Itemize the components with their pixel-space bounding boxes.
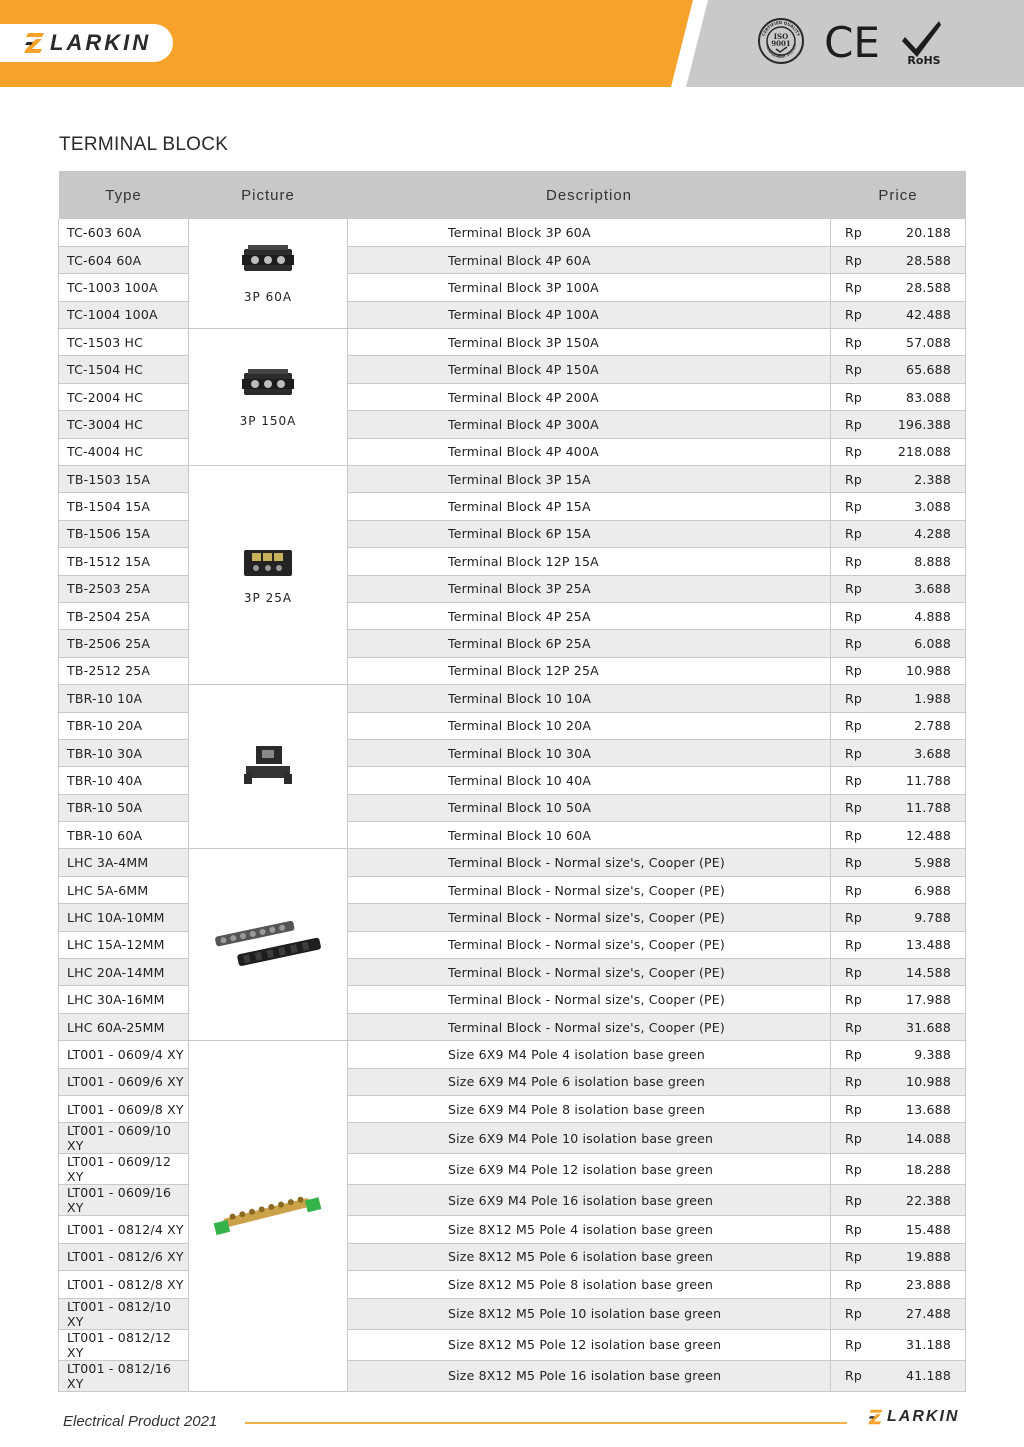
price-currency: Rp <box>831 329 871 356</box>
price-currency: Rp <box>831 904 871 931</box>
brand-name: LARKIN <box>50 30 152 55</box>
product-type: TC-603 60A <box>59 219 189 246</box>
product-type: LT001 - 0609/12 XY <box>59 1154 189 1185</box>
price-value: 11.788 <box>871 794 966 821</box>
price-value: 22.388 <box>871 1185 966 1216</box>
product-picture <box>189 329 348 466</box>
price-value: 12.488 <box>871 822 966 849</box>
product-type: TC-1503 HC <box>59 329 189 356</box>
price-currency: Rp <box>831 548 871 575</box>
price-value: 42.488 <box>871 301 966 328</box>
price-currency: Rp <box>831 1096 871 1123</box>
product-type: TC-1004 100A <box>59 301 189 328</box>
product-description: Terminal Block - Normal size's, Cooper (PE) <box>348 876 831 903</box>
lightning-logo-icon <box>868 1408 884 1426</box>
price-currency: Rp <box>831 1013 871 1040</box>
product-picture <box>189 1041 348 1391</box>
product-description: Terminal Block 10 40A <box>348 767 831 794</box>
product-description: Terminal Block 6P 15A <box>348 520 831 547</box>
price-currency: Rp <box>831 301 871 328</box>
product-picture <box>189 219 348 329</box>
product-description: Terminal Block 4P 25A <box>348 602 831 629</box>
price-currency: Rp <box>831 822 871 849</box>
price-currency: Rp <box>831 1154 871 1185</box>
price-currency: Rp <box>831 1329 871 1360</box>
price-value: 31.688 <box>871 1013 966 1040</box>
product-description: Terminal Block - Normal size's, Cooper (PE) <box>348 1013 831 1040</box>
price-currency: Rp <box>831 1271 871 1298</box>
product-description: Terminal Block 3P 25A <box>348 575 831 602</box>
product-description: Terminal Block 12P 15A <box>348 548 831 575</box>
product-description: Size 6X9 M4 Pole 10 isolation base green <box>348 1123 831 1154</box>
ce-mark-icon <box>820 17 884 65</box>
product-description: Terminal Block 4P 15A <box>348 493 831 520</box>
product-description: Terminal Block - Normal size's, Cooper (PE) <box>348 959 831 986</box>
table-body <box>59 219 966 1391</box>
price-currency: Rp <box>831 1068 871 1095</box>
price-value: 65.688 <box>871 356 966 383</box>
product-picture <box>189 466 348 685</box>
product-description: Terminal Block 4P 200A <box>348 383 831 410</box>
product-description: Terminal Block 3P 60A <box>348 219 831 246</box>
product-description: Terminal Block 3P 15A <box>348 466 831 493</box>
price-value: 9.388 <box>871 1041 966 1068</box>
footer-brand-name: LARKIN <box>887 1408 960 1425</box>
product-description: Terminal Block 4P 400A <box>348 438 831 465</box>
price-value: 27.488 <box>871 1298 966 1329</box>
price-value: 14.588 <box>871 959 966 986</box>
product-description: Terminal Block 6P 25A <box>348 630 831 657</box>
product-type: LT001 - 0609/10 XY <box>59 1123 189 1154</box>
product-type: TBR-10 40A <box>59 767 189 794</box>
price-value: 13.688 <box>871 1096 966 1123</box>
price-currency: Rp <box>831 383 871 410</box>
price-currency: Rp <box>831 767 871 794</box>
price-value: 196.388 <box>871 411 966 438</box>
product-description: Terminal Block - Normal size's, Cooper (PE) <box>348 986 831 1013</box>
header-price: Price <box>831 171 966 219</box>
product-type: LT001 - 0812/16 XY <box>59 1360 189 1391</box>
product-type: TC-3004 HC <box>59 411 189 438</box>
price-currency: Rp <box>831 1216 871 1243</box>
product-type: TB-1503 15A <box>59 466 189 493</box>
price-currency: Rp <box>831 1041 871 1068</box>
iso-bottom-text: MANAGEMENT SYSTEM <box>764 43 798 60</box>
iso-9001-badge-icon <box>757 17 805 65</box>
price-currency: Rp <box>831 1243 871 1270</box>
price-currency: Rp <box>831 959 871 986</box>
product-description: Terminal Block 10 30A <box>348 739 831 766</box>
product-type: TB-1504 15A <box>59 493 189 520</box>
terminal-block-3p-icon <box>242 367 294 404</box>
terminal-block-3p-icon <box>242 243 294 280</box>
product-description: Terminal Block 3P 100A <box>348 274 831 301</box>
neutral-link-bar-icon <box>213 1192 323 1239</box>
product-description: Size 8X12 M5 Pole 6 isolation base green <box>348 1243 831 1270</box>
price-currency: Rp <box>831 438 871 465</box>
picture-label: 3P 25A <box>243 590 293 605</box>
product-type: TB-2506 25A <box>59 630 189 657</box>
product-description: Size 6X9 M4 Pole 6 isolation base green <box>348 1068 831 1095</box>
footer-caption: Electrical Product 2021 <box>63 1413 218 1430</box>
product-type: TBR-10 60A <box>59 822 189 849</box>
product-type: TB-2503 25A <box>59 575 189 602</box>
product-type: TC-1003 100A <box>59 274 189 301</box>
price-value: 23.888 <box>871 1271 966 1298</box>
price-currency: Rp <box>831 630 871 657</box>
header-type: Type <box>59 171 189 219</box>
price-value: 2.388 <box>871 466 966 493</box>
price-table <box>58 171 965 1392</box>
product-type: LHC 10A-10MM <box>59 904 189 931</box>
product-description: Terminal Block - Normal size's, Cooper (PE) <box>348 931 831 958</box>
product-description: Size 6X9 M4 Pole 16 isolation base green <box>348 1185 831 1216</box>
product-type: TBR-10 10A <box>59 685 189 712</box>
page-title: TERMINAL BLOCK <box>59 134 229 155</box>
price-currency: Rp <box>831 876 871 903</box>
price-value: 28.588 <box>871 246 966 273</box>
price-value: 19.888 <box>871 1243 966 1270</box>
price-value: 14.088 <box>871 1123 966 1154</box>
price-value: 20.188 <box>871 219 966 246</box>
product-description: Size 8X12 M5 Pole 12 isolation base green <box>348 1329 831 1360</box>
product-type: TC-604 60A <box>59 246 189 273</box>
price-value: 41.188 <box>871 1360 966 1391</box>
product-description: Size 8X12 M5 Pole 8 isolation base green <box>348 1271 831 1298</box>
price-currency: Rp <box>831 1298 871 1329</box>
terminal-block-small-icon <box>242 546 294 581</box>
product-description: Terminal Block 12P 25A <box>348 657 831 684</box>
product-type: TC-4004 HC <box>59 438 189 465</box>
product-type: TB-2512 25A <box>59 657 189 684</box>
product-description: Terminal Block - Normal size's, Cooper (PE) <box>348 849 831 876</box>
product-type: LT001 - 0812/10 XY <box>59 1298 189 1329</box>
price-value: 3.088 <box>871 493 966 520</box>
lightning-logo-icon <box>24 31 46 55</box>
price-currency: Rp <box>831 849 871 876</box>
product-description: Size 6X9 M4 Pole 4 isolation base green <box>348 1041 831 1068</box>
product-description: Size 8X12 M5 Pole 10 isolation base green <box>348 1298 831 1329</box>
product-type: LHC 5A-6MM <box>59 876 189 903</box>
terminal-strip-icon <box>213 918 323 971</box>
product-type: TBR-10 20A <box>59 712 189 739</box>
price-currency: Rp <box>831 739 871 766</box>
product-type: LT001 - 0812/6 XY <box>59 1243 189 1270</box>
price-value: 18.288 <box>871 1154 966 1185</box>
price-value: 13.488 <box>871 931 966 958</box>
price-value: 5.988 <box>871 849 966 876</box>
product-description: Terminal Block 10 10A <box>348 685 831 712</box>
product-description: Terminal Block 4P 150A <box>348 356 831 383</box>
product-type: LHC 30A-16MM <box>59 986 189 1013</box>
price-value: 28.588 <box>871 274 966 301</box>
price-value: 10.988 <box>871 657 966 684</box>
product-type: TC-1504 HC <box>59 356 189 383</box>
product-type: TB-1512 15A <box>59 548 189 575</box>
price-value: 6.988 <box>871 876 966 903</box>
product-type: LT001 - 0812/4 XY <box>59 1216 189 1243</box>
header-picture: Picture <box>189 171 348 219</box>
product-description: Terminal Block 10 50A <box>348 794 831 821</box>
price-currency: Rp <box>831 493 871 520</box>
price-value: 8.888 <box>871 548 966 575</box>
table-row <box>59 219 966 246</box>
price-currency: Rp <box>831 1185 871 1216</box>
product-description: Terminal Block 4P 100A <box>348 301 831 328</box>
product-type: LT001 - 0609/6 XY <box>59 1068 189 1095</box>
price-currency: Rp <box>831 246 871 273</box>
ce-text: CE <box>824 18 880 65</box>
price-currency: Rp <box>831 602 871 629</box>
product-description: Terminal Block 10 20A <box>348 712 831 739</box>
price-currency: Rp <box>831 794 871 821</box>
product-type: LT001 - 0812/8 XY <box>59 1271 189 1298</box>
price-value: 31.188 <box>871 1329 966 1360</box>
price-currency: Rp <box>831 931 871 958</box>
product-description: Terminal Block 4P 300A <box>348 411 831 438</box>
price-currency: Rp <box>831 657 871 684</box>
product-description: Terminal Block - Normal size's, Cooper (PE) <box>348 904 831 931</box>
price-value: 17.988 <box>871 986 966 1013</box>
brand-logo <box>0 24 173 62</box>
product-type: LT001 - 0609/16 XY <box>59 1185 189 1216</box>
product-type: TBR-10 50A <box>59 794 189 821</box>
product-description: Terminal Block 3P 150A <box>348 329 831 356</box>
price-currency: Rp <box>831 520 871 547</box>
rohs-text: RoHS <box>907 54 941 67</box>
price-value: 83.088 <box>871 383 966 410</box>
price-value: 9.788 <box>871 904 966 931</box>
header-description: Description <box>348 171 831 219</box>
product-type: LHC 20A-14MM <box>59 959 189 986</box>
price-value: 4.288 <box>871 520 966 547</box>
din-rail-terminal-icon <box>242 744 294 789</box>
product-description: Terminal Block 4P 60A <box>348 246 831 273</box>
product-type: LHC 60A-25MM <box>59 1013 189 1040</box>
product-type: LHC 3A-4MM <box>59 849 189 876</box>
price-value: 2.788 <box>871 712 966 739</box>
iso-line1: ISO <box>773 32 789 41</box>
price-currency: Rp <box>831 575 871 602</box>
product-type: TBR-10 30A <box>59 739 189 766</box>
price-currency: Rp <box>831 712 871 739</box>
product-description: Size 8X12 M5 Pole 16 isolation base green <box>348 1360 831 1391</box>
price-currency: Rp <box>831 986 871 1013</box>
price-currency: Rp <box>831 466 871 493</box>
product-description: Terminal Block 10 60A <box>348 822 831 849</box>
rohs-check-icon <box>899 17 947 67</box>
product-picture <box>189 849 348 1041</box>
product-type: LT001 - 0609/4 XY <box>59 1041 189 1068</box>
price-value: 4.888 <box>871 602 966 629</box>
table-row <box>59 849 966 876</box>
iso-line2: 9001 <box>771 39 791 48</box>
price-value: 15.488 <box>871 1216 966 1243</box>
product-description: Size 6X9 M4 Pole 12 isolation base green <box>348 1154 831 1185</box>
price-value: 57.088 <box>871 329 966 356</box>
footer-logo <box>868 1408 959 1426</box>
price-currency: Rp <box>831 356 871 383</box>
product-type: LHC 15A-12MM <box>59 931 189 958</box>
price-currency: Rp <box>831 219 871 246</box>
price-value: 3.688 <box>871 739 966 766</box>
price-currency: Rp <box>831 411 871 438</box>
price-value: 6.088 <box>871 630 966 657</box>
product-type: LT001 - 0609/8 XY <box>59 1096 189 1123</box>
table-row <box>59 685 966 712</box>
price-value: 10.988 <box>871 1068 966 1095</box>
price-currency: Rp <box>831 1360 871 1391</box>
product-picture <box>189 685 348 849</box>
product-type: TC-2004 HC <box>59 383 189 410</box>
price-value: 218.088 <box>871 438 966 465</box>
price-value: 3.688 <box>871 575 966 602</box>
price-currency: Rp <box>831 1123 871 1154</box>
product-type: TB-2504 25A <box>59 602 189 629</box>
picture-label: 3P 60A <box>243 290 293 305</box>
product-type: TB-1506 15A <box>59 520 189 547</box>
product-description: Size 8X12 M5 Pole 4 isolation base green <box>348 1216 831 1243</box>
iso-ring-text: CERTIFIED QUALITY <box>760 19 802 37</box>
price-currency: Rp <box>831 685 871 712</box>
table-header-row <box>59 171 966 219</box>
table-row <box>59 329 966 356</box>
price-currency: Rp <box>831 274 871 301</box>
table-row <box>59 1041 966 1068</box>
price-value: 1.988 <box>871 685 966 712</box>
table-row <box>59 466 966 493</box>
price-value: 11.788 <box>871 767 966 794</box>
footer-divider <box>245 1422 847 1424</box>
product-description: Size 6X9 M4 Pole 8 isolation base green <box>348 1096 831 1123</box>
product-type: LT001 - 0812/12 XY <box>59 1329 189 1360</box>
picture-label: 3P 150A <box>239 413 297 428</box>
